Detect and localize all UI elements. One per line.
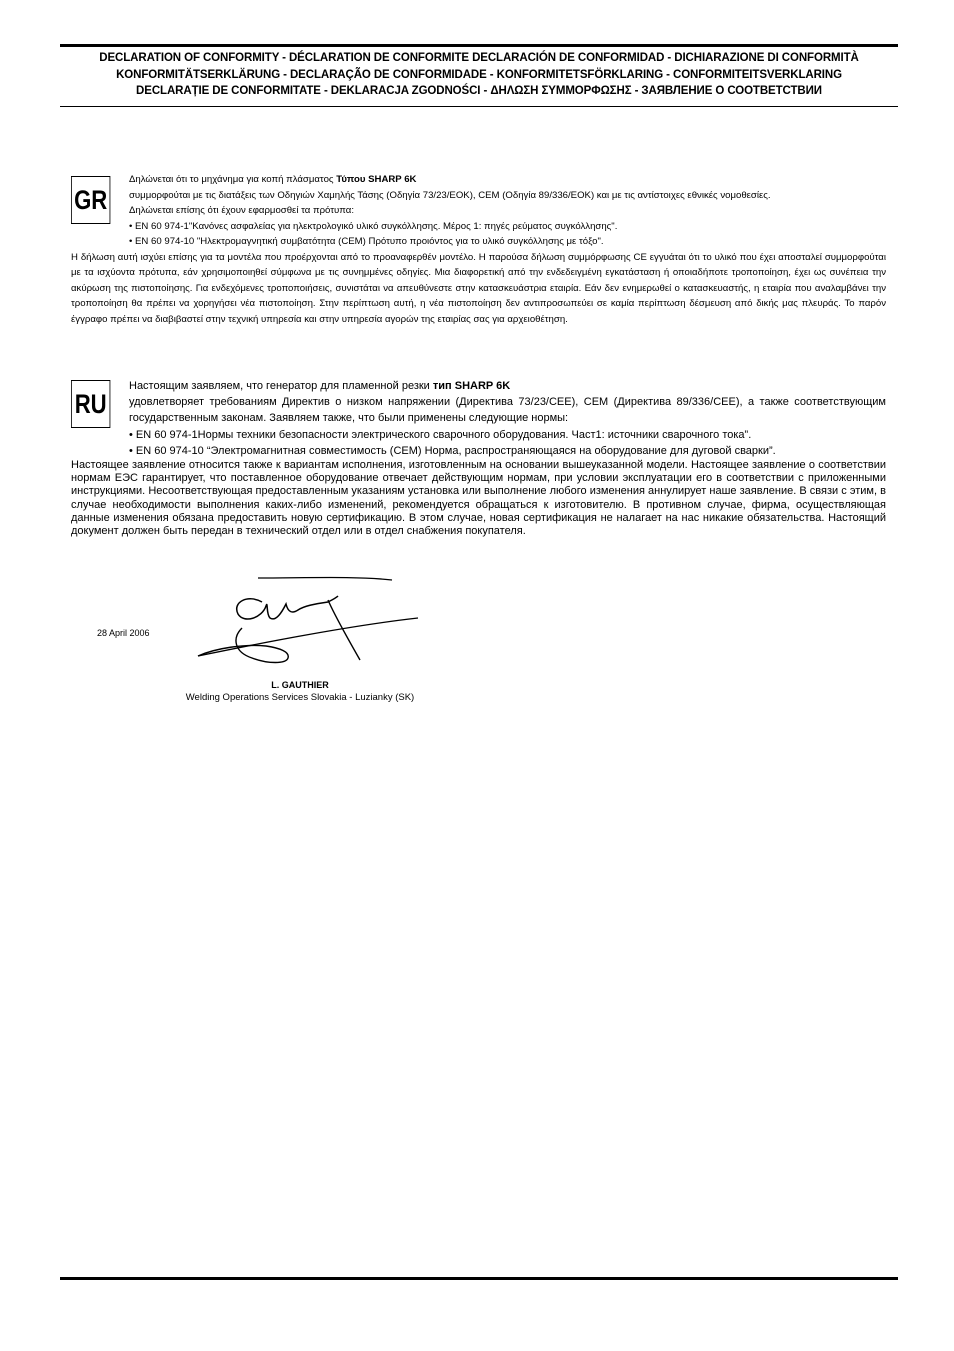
header-line-3: DECLARAȚIE DE CONFORMITATE - DEKLARACJA ZGODNOŚCI - ΔΗΛΩΣΗ ΣΥΜΜΟΡΦΩΣΗΣ - ЗАЯВЛЕНИЕ О СООТВЕТСТВИИ <box>136 85 822 97</box>
gr-standard-2: • EN 60 974-10 "Ηλεκτρομαγνητική συμβατότητα (CEM) Πρότυπο προιόντος για το υλικό συγκόλλησης με τόξο". <box>129 236 604 248</box>
signature-stroke-top <box>258 578 392 581</box>
signature-stroke-initial <box>237 596 338 619</box>
ru-standard-2: • EN 60 974-10 “Электромагнитная совместимость (CEM) Норма, распространяющаяся на оборудование для дуговой сварки”. <box>129 444 776 457</box>
ru-standard-1: • EN 60 974-1Нормы техники безопасности электрического сварочного оборудования. Част1: источники сварочного тока”. <box>129 428 752 441</box>
header-line-2: KONFORMITÄTSERKLÄRUNG - DECLARAÇÃO DE CONFORMIDADE - KONFORMITETSFÖRKLARING - CONFORMITEITSVERKLARING <box>116 68 842 81</box>
signature-stroke-loop <box>198 628 288 663</box>
header-line-1: DECLARATION OF CONFORMITY - DÉCLARATION DE CONFORMITE DECLARACIÓN DE CONFORMIDAD - DICHIARAZIONE DI CONFORMITÀ <box>99 52 859 64</box>
signatory-name: L. GAUTHIER <box>271 680 329 690</box>
signature-stroke-underline <box>198 618 418 656</box>
ru-directives: удовлетворяет требованиям Директив о низком напряжении (Директива 73/23/CEE), CEM (Директива 89/336/CEE), а также соответствующим государственным законам. Заявляем также, что были применены следующие нормы: <box>129 396 886 425</box>
gr-language-badge: GR <box>71 176 110 224</box>
ru-intro <box>71 378 886 394</box>
gr-model: Τύπου SHARP 6K <box>336 174 417 185</box>
declaration-header <box>60 50 898 100</box>
bottom-rule <box>60 1277 898 1280</box>
gr-standard-1: • EN 60 974-1"Κανόνες ασφαλείας για ηλεκτρολογικό υλικό συγκόλλησης. Μέρος 1: πηγές ρεύματος συγκόλλησης". <box>129 220 618 232</box>
gr-intro <box>71 172 886 188</box>
header-divider <box>60 106 898 107</box>
handwritten-signature <box>196 574 420 674</box>
gr-standards-intro: Δηλώνεται επίσης ότι έχουν εφαρμοσθεί τα πρότυπα: <box>129 205 354 217</box>
gr-directives: συμμορφούται με τις διατάξεις των Οδηγιών Χαμηλής Τάσης (Οδηγία 73/23/ΕΟΚ), CEM (Οδηγία 89/336/ΕΟΚ) και με τις αντίστοιχες εθνικές νομοθεσίες. <box>129 189 771 201</box>
signatory-company: Welding Operations Services Slovakia - Luzianky (SK) <box>185 692 415 703</box>
ru-declaration <box>71 378 886 538</box>
ru-intro-text: Настоящим заявляем, что генератор для пламенной резки <box>129 380 433 392</box>
ru-language-badge: RU <box>71 380 110 428</box>
gr-intro-text: Δηλώνεται ότι το μηχάνημα για κοπή πλάσματος <box>129 174 337 185</box>
gr-declaration <box>71 172 886 327</box>
ru-body-text: Настоящее заявление относится также к вариантам исполнения, изготовленным на основании вышеуказанной модели. Настоящее заявление о соответствии нормам ЕЭС гарантирует, что поставленное оборудование отвечает действующим нормам, при условии эксплуатации его в соответствии с приложенными инструкциями. Несоответствующая предоставленным указаниям установка или выполнение любого изменения аннулирует наше заявление. В связи с этим, в случае необходимости выполнения каких-либо изменений, рекомендуется обращаться к изготовителю. В противном случае, фирма, осуществляющая данные изменения обязана предоставить новую сертификацию. В этом случае, новая сертификация не налагает на нас никакие обязательства. Настоящий документ должен быть передан в технический отдел или в отдел снабжения покупателя. <box>71 459 886 538</box>
top-rule <box>60 44 898 47</box>
gr-body-text: Η δήλωση αυτή ισχύει επίσης για τα μοντέλα που προέρχονται από το προαναφερθέν μοντέλο. Η παρούσα δήλωση συμμόρφωσης CE εγγυάται ότι το υλικό που έχει αποσταλεί συμμορφούται με τα ισχύοντα πρότυπα, εάν χρησιμοποιηθεί σύμφωνα με τις συνημμένες οδηγίες. Μια διαφορετική από την ενδεδειγμένη εγκατάσταση ή οποιαδήποτε τροποποίηση, έχει ως συνέπεια την ακύρωση της πιστοποίησης. Για ενδεχόμενες τροποποιήσεις, συνιστάται να απευθύνεστε στην κατασκευάστρια εταιρία. Εάν δεν ενημερωθεί ο κατασκευαστής, η εταιρία που αναλαμβάνει την τροποποίηση θα πρέπει να χορηγήσει νέα πιστοποίηση. Στην περίπτωση αυτή, η νέα πιστοποίηση δεν αντιπροσωπεύει σε καμία περίπτωση δέσμευση από δικής μας πλευράς. Το παρόν έγγραφο πρέπει να διαβιβαστεί στην τεχνική υπηρεσία και στην υπηρεσία αγορών της εταιρίας σας για αρχειοθέτηση. <box>71 251 886 325</box>
ru-model: тип SHARP 6K <box>432 380 511 392</box>
signature-date: 28 April 2006 <box>97 628 150 638</box>
